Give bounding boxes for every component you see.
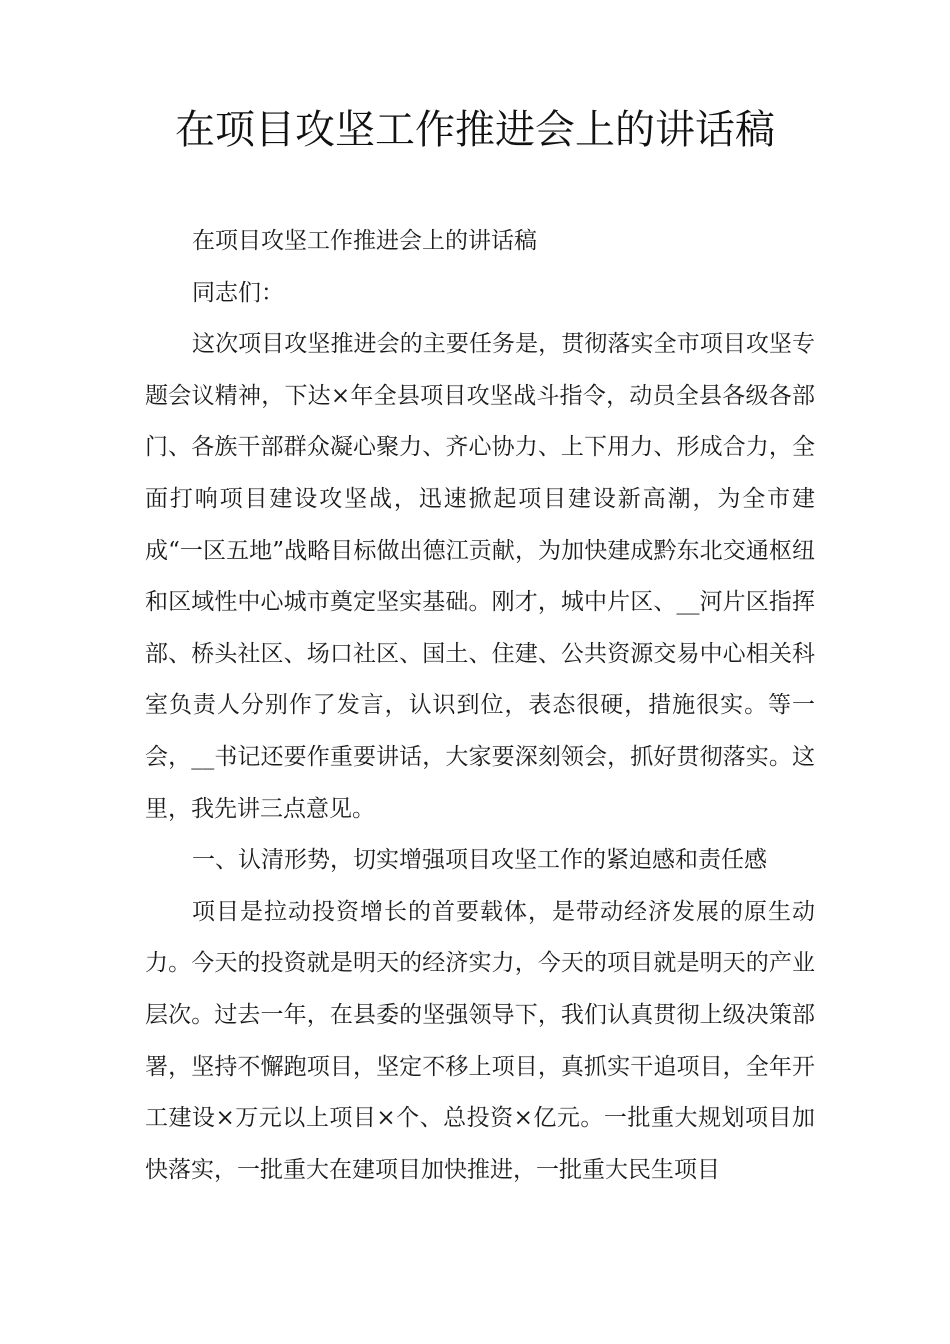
paragraph-section-1: 项目是拉动投资增长的首要载体，是带动经济发展的原生动力。今天的投资就是明天的经济实力，今天的项目就是明天的产业层次。过去一年，在县委的坚强领导下，我们认真贯彻上级决策部署，坚持不懈跑项目，坚定不移上项目，真抓实干追项目，全年开工建设×万元以上项目×个、总投资×亿元。一批重大规划项目加快落实，一批重大在建项目加快推进，一批重大民生项目	[145, 898, 815, 1183]
paragraph-intro: 这次项目攻坚推进会的主要任务是，贯彻落实全市项目攻坚专题会议精神，下达×年全县项目攻坚战斗指令，动员全县各级各部门、各族干部群众凝心聚力、齐心协力、上下用力、形成合力，全面打响项目建设攻坚战，迅速掀起项目建设新高潮，为全市建成“一区五地”战略目标做出德江贡献，为加快建成黔东北交通枢纽和区域性中心城市奠定坚实基础。刚才，城中片区、__河片区指挥部、桥头社区、场口社区、国土、住建、公共资源交易中心相关科室负责人分别作了发言，认识到位，表态很硬，措施很实。等一会，__书记还要作重要讲话，大家要深刻领会，抓好贯彻落实。这里，我先讲三点意见。	[145, 331, 815, 822]
paragraph-salutation: 同志们：	[192, 279, 284, 306]
paragraph-subtitle: 在项目攻坚工作推进会上的讲话稿	[192, 228, 537, 254]
section-heading-1: 一、认清形势，切实增强项目攻坚工作的紧迫感和责任感	[192, 847, 767, 874]
document-title: 在项目攻坚工作推进会上的讲话稿	[175, 107, 775, 153]
document-body	[145, 216, 815, 1196]
